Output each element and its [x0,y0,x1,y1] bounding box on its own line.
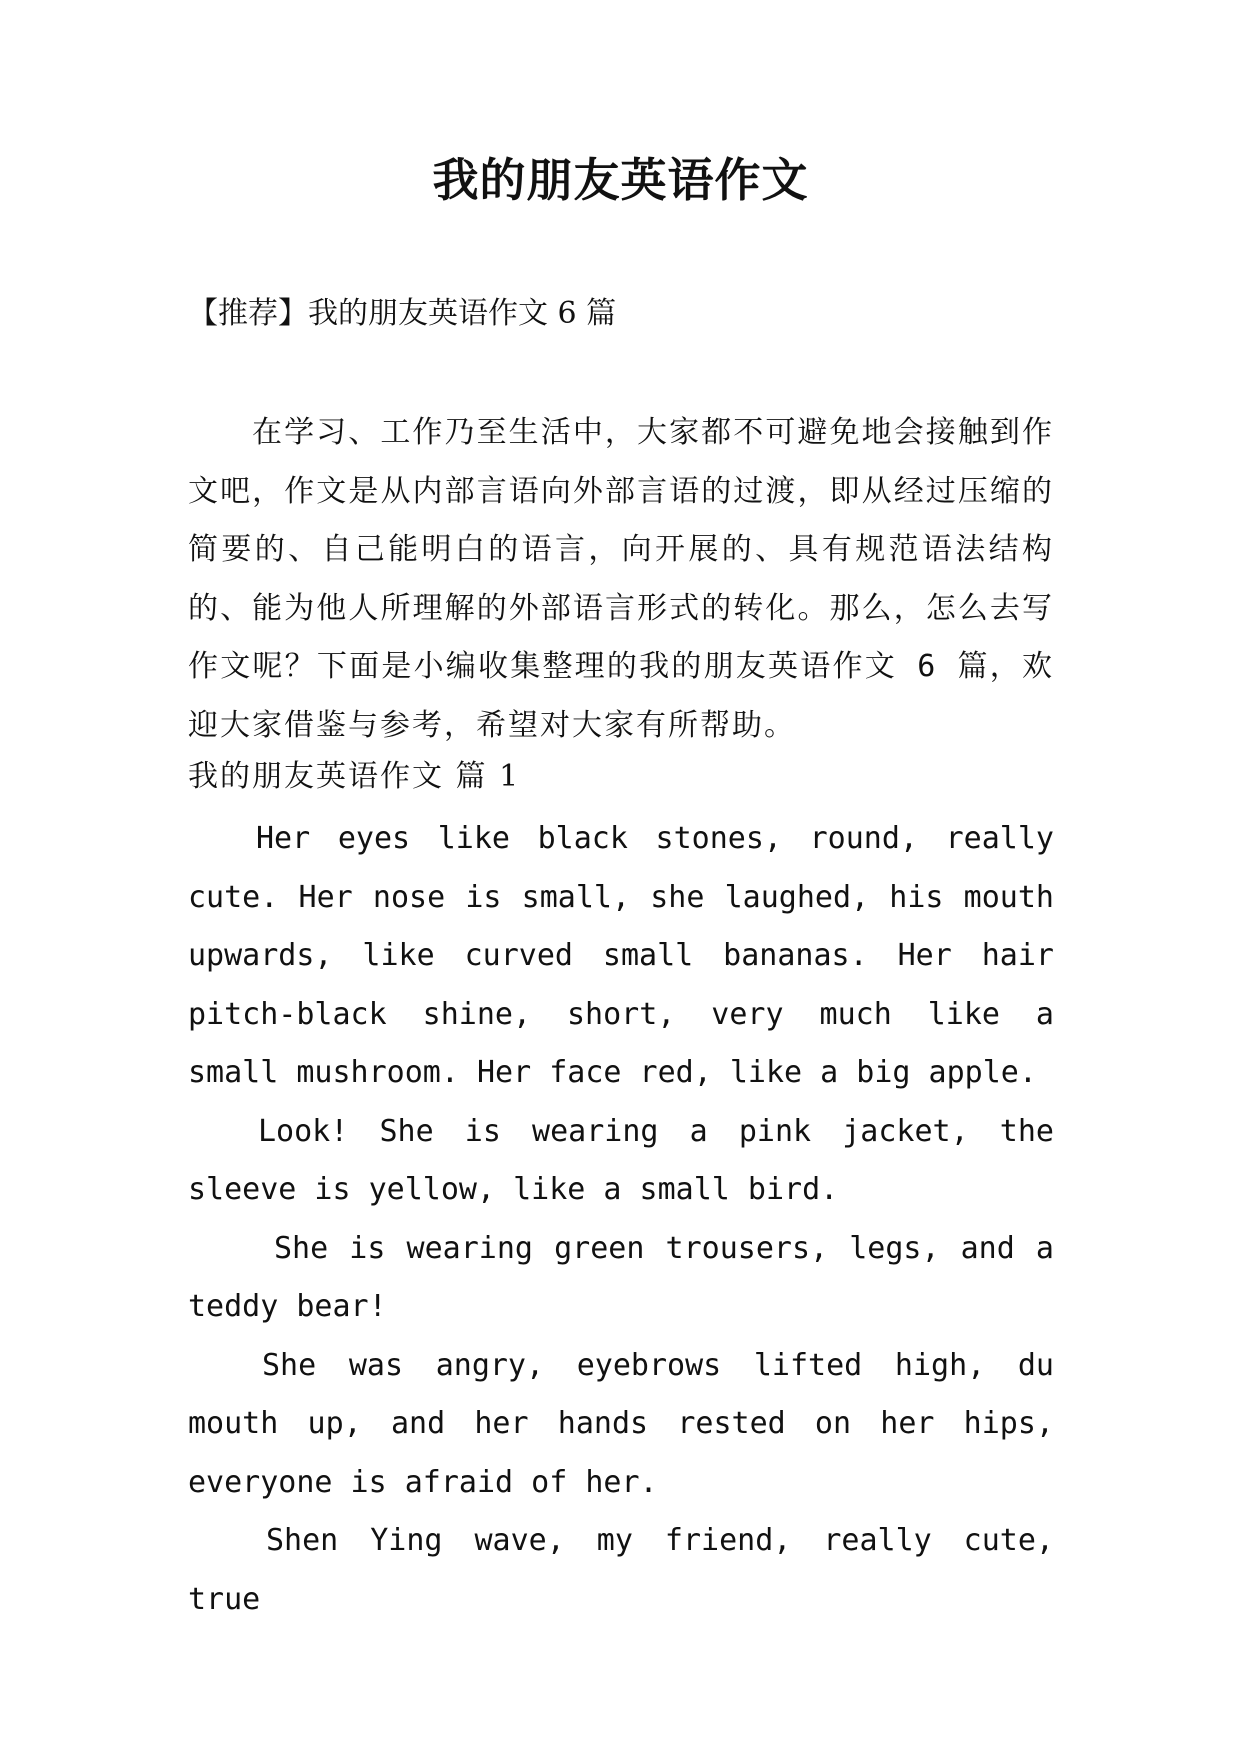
essay-paragraph: Her eyes like black stones, round, really cute. Her nose is small, she laughed, his mouth upwards, like curved small bananas. Her hair pitch-black shine, short, very much like a small mushroom. Her face red, like a big apple. [188,821,1054,1090]
section-heading: 我的朋友英语作文 篇 1 [188,759,521,794]
document-title: 我的朋友英语作文 [432,153,809,207]
intro-paragraph: 在学习、工作乃至生活中，大家都不可避免地会接触到作文吧，作文是从内部言语向外部言语的过渡，即从经过压缩的简要的、自己能明白的语言，向开展的、具有规范语法结构的、能为他人所理解的外部语言形式的转化。那么，怎么去写作文呢？下面是小编收集整理的我的朋友英语作文 6 篇，欢迎大家借鉴与参考，希望对大家有所帮助。 [188,415,1054,743]
essay-paragraph: She was angry, eyebrows lifted high, du mouth up, and her hands rested on her hips, everyone is afraid of her. [188,1347,1054,1500]
essay-body [188,810,1054,1629]
essay-paragraph: She is wearing green trousers, legs, and a teddy bear! [188,1230,1054,1324]
essay-paragraph: Look! She is wearing a pink jacket, the sleeve is yellow, like a small bird. [188,1113,1054,1207]
essay-paragraph: Shen Ying wave, my friend, really cute, true [188,1523,1054,1617]
document-subtitle: 【推荐】我的朋友英语作文 6 篇 [188,296,617,331]
